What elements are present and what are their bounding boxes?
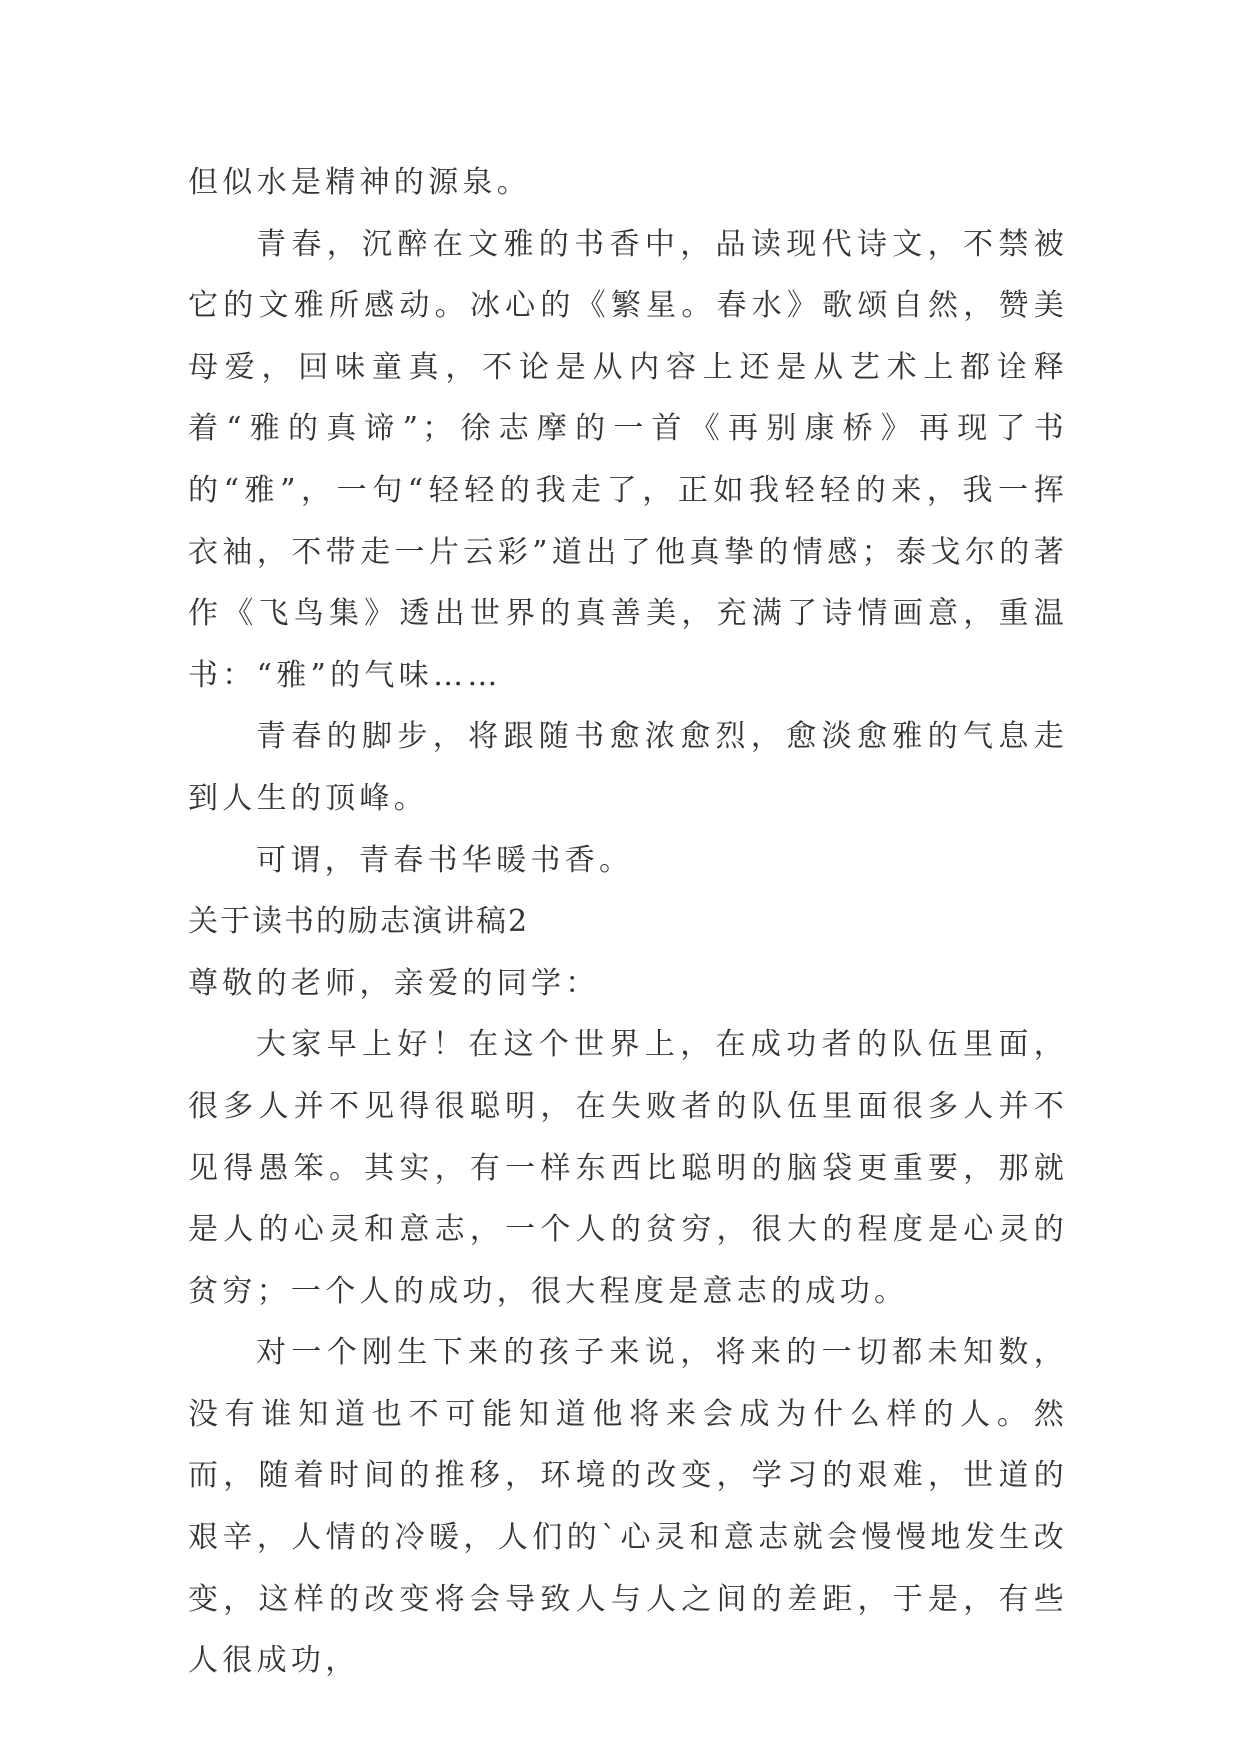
paragraph-6: 对一个刚生下来的孩子来说，将来的一切都未知数，没有谁知道也不可能知道他将来会成为什么样的人。然而，随着时间的推移，环境的改变，学习的艰难，世道的艰辛，人情的冷暖，人们的`心灵和意志就会慢慢地发生改变，这样的改变将会导致人与人之间的差距，于是，有些人很成功， (188, 1335, 1068, 1679)
paragraph-1: 但似水是精神的源泉。 (188, 165, 531, 200)
paragraph-2: 青春，沉醉在文雅的书香中，品读现代诗文，不禁被它的文雅所感动。冰心的《繁星。春水》歌颂自然，赞美母爱，回味童真，不论是从内容上还是从艺术上都诠释着“雅的真谛”；徐志摩的一首《再别康桥》再现了书的“雅”，一句“轻轻的我走了，正如我轻轻的来，我一挥衣袖，不带走一片云彩”道出了他真挚的情感；泰戈尔的著作《飞鸟集》透出世界的真善美，充满了诗情画意，重温书：“雅”的气味…… (188, 226, 1068, 693)
section-heading: 关于读书的励志演讲稿2 (188, 904, 530, 940)
paragraph-3: 青春的脚步，将跟随书愈浓愈烈，愈淡愈雅的气息走到人生的顶峰。 (188, 719, 1068, 816)
paragraph-4: 可谓，青春书华暖书香。 (256, 842, 634, 878)
document-body (188, 152, 1068, 1692)
salutation: 尊敬的老师，亲爱的同学： (188, 965, 600, 1001)
paragraph-5: 大家早上好！在这个世界上，在成功者的队伍里面，很多人并不见得很聪明，在失败者的队伍里面很多人并不见得愚笨。其实，有一样东西比聪明的脑袋更重要，那就是人的心灵和意志，一个人的贫穷，很大的程度是心灵的贫穷；一个人的成功，很大程度是意志的成功。 (188, 1027, 1068, 1309)
